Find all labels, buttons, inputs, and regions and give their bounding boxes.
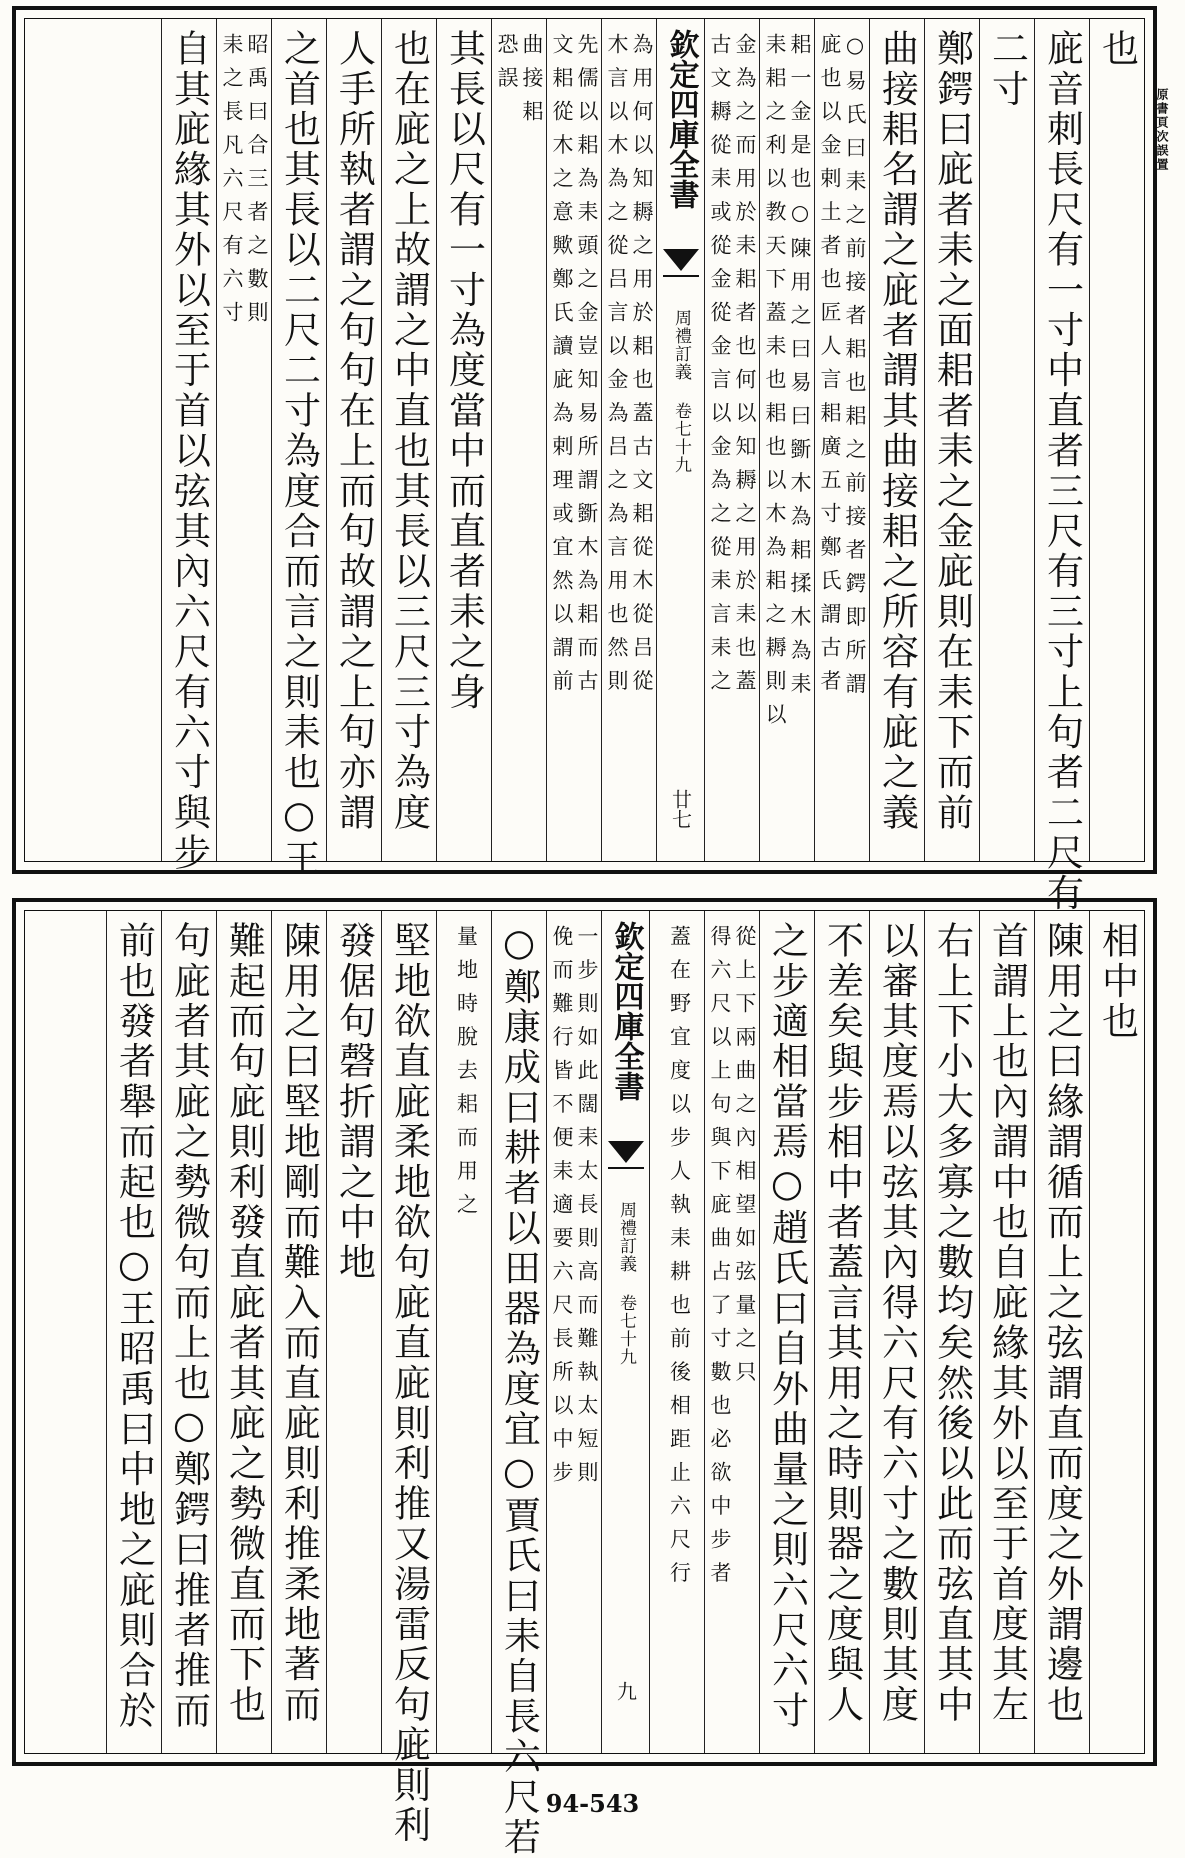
main-text: 相中也: [1095, 921, 1139, 1042]
margin-note: 原書頁次誤置: [1155, 88, 1169, 172]
text-column: [1034, 19, 1089, 914]
text-column: [381, 911, 436, 1846]
commentary-line: 俛而難行皆不便耒適要六尺長所以中步: [550, 925, 574, 1495]
commentary-line: 木言以木為之從吕言以金為吕之為言用也然則: [605, 33, 629, 703]
commentary-line: 先儒以耜為耒頭之金豈知易所謂斵木為耜而古: [575, 33, 599, 703]
page-number: 94-543: [545, 1789, 640, 1818]
commentary-line: 文耜從木之意歟鄭氏讀庛為剌理或宜然以謂前: [550, 33, 574, 703]
main-text: 其長以尺有一寸為度當中而直者耒之身: [442, 29, 486, 713]
text-column: [704, 911, 759, 1753]
text-column: [491, 19, 546, 861]
text-column: [326, 911, 381, 1753]
text-column: [869, 911, 924, 1753]
commentary-line: 蓋在野宜度以步人執耒耕也前後相距止六尺行: [667, 925, 692, 1595]
volume-label: 周禮訂義 卷七十九: [616, 1201, 636, 1366]
text-column: [924, 911, 979, 1753]
book-title: 欽定四庫全書: [663, 29, 699, 209]
text-column: [1089, 911, 1144, 1753]
folio-number: 九: [613, 1681, 638, 1701]
main-text: 右上下小大多寡之數均矣然後以此而弦直其中: [930, 921, 974, 1725]
text-column: [924, 19, 979, 861]
commentary-line: 為用何以知耨之用於耜也蓋古文耜從木從吕從: [630, 33, 654, 703]
commentary-line: 金為之而用於耒耜者也何以知耨之用於耒也蓋: [733, 33, 757, 703]
text-column: [1089, 19, 1144, 861]
center-fold: [656, 19, 704, 861]
text-column: [106, 911, 161, 1753]
text-column: [216, 19, 271, 861]
text-column: [869, 19, 924, 861]
text-column: [161, 911, 216, 1753]
text-column: [436, 19, 491, 861]
text-column: [814, 911, 869, 1753]
text-column: [759, 19, 814, 861]
text-column: [436, 911, 491, 1753]
columns-top: [161, 19, 1144, 914]
fishtail-line-icon: [608, 1167, 644, 1179]
text-column: [979, 19, 1034, 861]
main-text: 前也發者舉而起也○王昭禹曰中地之庛則合於: [112, 921, 156, 1731]
center-fold: [601, 911, 649, 1753]
commentary-line: 古文耨從耒或從金從金言以金為之從耒言耒之: [708, 33, 732, 703]
commentary-pair: [217, 33, 271, 335]
main-text: ○鄭康成曰耕者以田器為度宜○賈氏曰耒自長六尺若: [497, 921, 541, 1858]
text-column: [381, 19, 436, 861]
fishtail-mark-icon: [663, 249, 699, 271]
main-text: 也: [1095, 29, 1139, 70]
text-column: [161, 19, 216, 874]
commentary-pair: [650, 925, 704, 1595]
main-text: 也在庛之上故謂之中直也其長以三尺三寸為度: [387, 29, 431, 833]
commentary-line: 從上下兩曲之內相望如弦量之只: [733, 925, 757, 1394]
commentary-line: 一步則如此闊耒太長則高而難執太短則: [575, 925, 599, 1495]
commentary-pair: [492, 33, 546, 134]
main-text: 鄭鍔曰庛者耒之面耜者耒之金庛則在耒下而前: [930, 29, 974, 833]
main-text: 庛音刺長尺有一寸中直者三尺有三寸上句者二尺有: [1040, 29, 1084, 914]
text-column: [979, 911, 1034, 1753]
text-column: [326, 19, 381, 861]
main-text: 首謂上也內謂中也自庛緣其外以至于首度其左: [985, 921, 1029, 1725]
text-column: [271, 911, 326, 1753]
main-text: 以審其度焉以弦其內得六尺有六寸之數則其度: [875, 921, 919, 1725]
page-top: [12, 6, 1157, 914]
text-column: [814, 19, 869, 861]
main-text: 發倨句磬折謂之中地: [332, 921, 376, 1283]
fishtail-line-icon: [663, 275, 699, 287]
text-column: [704, 19, 759, 861]
commentary-line: 庛也以金剌土者也匠人言耜廣五寸鄭氏謂古者: [818, 33, 842, 703]
main-text: 之步適相當焉○趙氏曰自外曲量之則六尺六寸: [765, 921, 809, 1731]
commentary-line: 耒耜之利以教天下蓋耒也耜也以木為耜之耨則以: [763, 33, 787, 737]
commentary-line: 耜一金是也○陳用之曰易曰斵木為耜揉木為耒: [788, 33, 812, 706]
text-column: [491, 911, 546, 1858]
commentary-pair: [547, 925, 601, 1495]
page-frame: [24, 18, 1145, 914]
commentary-line: 昭禹曰合三者之數則: [245, 33, 269, 335]
text-column: [601, 19, 656, 861]
fishtail-mark-icon: [608, 1141, 644, 1163]
commentary-line: 量地時脫去耜而用之: [454, 925, 479, 1227]
commentary-line: 得六尺以上句與下庛曲占了寸數也必欲中步者: [708, 925, 732, 1595]
main-text: 之首也其長以二尺二寸為度合而言之則耒也○王: [277, 29, 321, 880]
main-text: 自其庛緣其外以至于首以弦其內六尺有六寸與步: [167, 29, 211, 874]
text-column: [1034, 911, 1089, 1753]
text-column: [546, 911, 601, 1753]
folio-number: 廿七: [668, 789, 693, 829]
commentary-pair: [602, 33, 656, 703]
commentary-pair: [760, 33, 814, 737]
commentary-pair: [437, 925, 491, 1227]
text-column: [546, 19, 601, 861]
text-column: [216, 911, 271, 1753]
main-text: 句庛者其庛之勢微句而上也○鄭鍔曰推者推而: [167, 921, 211, 1731]
commentary-line: ○易氏曰耒之前接者耜也耜之前接者鍔即所謂: [843, 33, 867, 706]
volume-label: 周禮訂義 卷七十九: [671, 309, 691, 474]
main-text: 二寸: [985, 29, 1029, 110]
text-column: [649, 911, 704, 1753]
commentary-pair: [815, 33, 869, 706]
main-text: 陳用之曰緣謂循而上之弦謂直而度之外謂邊也: [1040, 921, 1084, 1725]
text-column: [271, 19, 326, 880]
main-text: 不差矣與步相中者蓋言其用之時則器之度與人: [820, 921, 864, 1725]
main-text: 人手所執者謂之句句在上而句故謂之上句亦謂: [332, 29, 376, 833]
commentary-line: 曲接耜: [520, 33, 544, 134]
main-text: 陳用之曰堅地剛而難入而直庛則利推柔地著而: [277, 921, 321, 1725]
main-text: 堅地欲直庛柔地欲句庛直庛則利推又湯雷反句庛則利: [387, 921, 431, 1846]
main-text: 難起而句庛則利發直庛者其庛之勢微直而下也: [222, 921, 266, 1725]
commentary-pair: [705, 33, 759, 703]
commentary-line: 耒之長凡六尺有六寸: [220, 33, 244, 335]
main-text: 曲接耜名謂之庛者謂其曲接耜之所容有庛之義: [875, 29, 919, 833]
book-title: 欽定四庫全書: [608, 921, 644, 1101]
commentary-pair: [705, 925, 759, 1595]
text-column: [759, 911, 814, 1753]
commentary-pair: [547, 33, 601, 703]
commentary-line: 恐誤: [495, 33, 519, 100]
